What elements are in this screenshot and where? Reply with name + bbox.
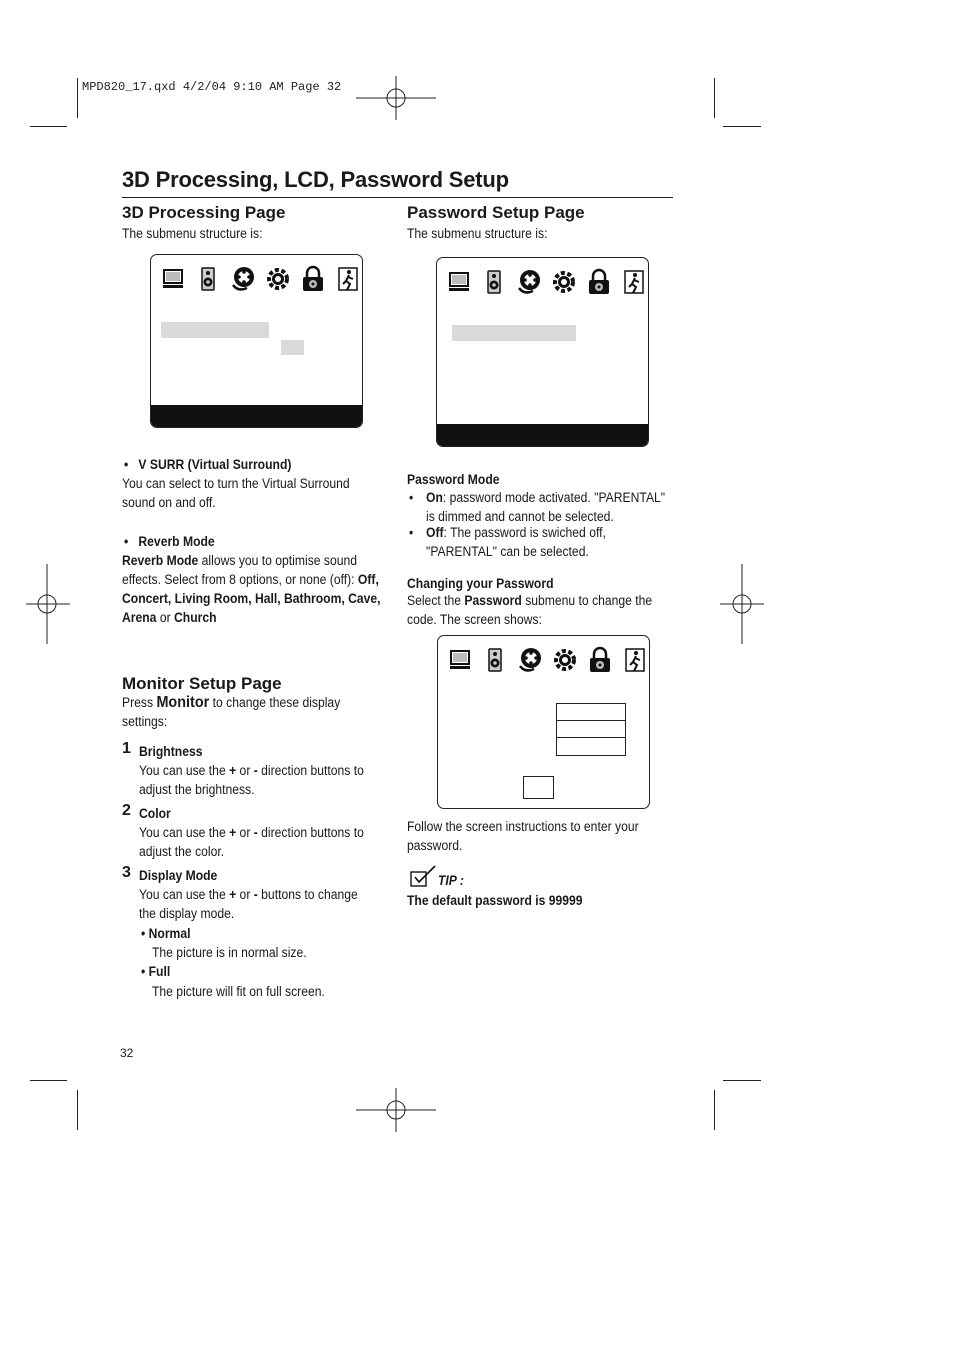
gear-icon [550, 268, 578, 296]
menu-status-bar [437, 424, 648, 446]
step-title: Color [139, 806, 171, 821]
menu-status-bar [151, 405, 362, 427]
film-reel-icon [229, 265, 257, 293]
speaker-icon [480, 268, 508, 296]
bullet: • [409, 525, 414, 540]
exit-icon [620, 268, 648, 296]
mode-title: • Full [141, 964, 171, 979]
menu-icons [446, 646, 649, 674]
crop-mark [723, 126, 761, 127]
registration-mark [26, 564, 70, 644]
lock-icon [299, 265, 327, 293]
mode-text: The picture will fit on full screen. [152, 984, 325, 999]
menu-highlight [452, 325, 576, 341]
step-text: You can use the + or - buttons to change the display mode. [139, 887, 358, 921]
lock-icon [586, 646, 614, 674]
crop-mark [30, 126, 67, 127]
registration-mark [720, 564, 764, 644]
crop-mark [30, 1080, 67, 1081]
title-rule [122, 197, 673, 198]
speaker-icon [481, 646, 509, 674]
ok-button[interactable] [523, 776, 554, 799]
speaker-icon [194, 265, 222, 293]
menu-value-highlight [281, 340, 304, 355]
bullet: • [409, 490, 414, 505]
tip-text: The default password is 99999 [407, 893, 583, 908]
processing-heading: 3D Processing Page [122, 203, 286, 222]
step-number: 1 [122, 740, 131, 757]
password-intro: The submenu structure is: [407, 226, 548, 241]
menu-icons [159, 265, 362, 293]
monitor-heading: Monitor Setup Page [122, 674, 282, 693]
tip-label: TIP : [438, 873, 464, 888]
password-mode-title: Password Mode [407, 472, 500, 487]
film-reel-icon [516, 646, 544, 674]
password-menu-screen [436, 257, 649, 447]
mode-title: • Normal [141, 926, 191, 941]
vsurr-title: • V SURR (Virtual Surround) [124, 457, 292, 472]
step-text: You can use the + or - direction buttons to adjust the color. [139, 825, 364, 859]
tip-pencil-icon [409, 864, 439, 890]
crop-mark [714, 78, 715, 118]
step-text: You can use the + or - direction buttons to adjust the brightness. [139, 763, 364, 797]
change-password-text: Select the Password submenu to change the code. The screen shows: [407, 593, 653, 627]
crop-mark [714, 1090, 715, 1130]
change-password-title: Changing your Password [407, 576, 554, 591]
password-heading: Password Setup Page [407, 203, 585, 222]
reverb-title: • Reverb Mode [124, 534, 215, 549]
confirm-password-field[interactable] [556, 737, 626, 756]
file-info: MPD820_17.qxd 4/2/04 9:10 AM Page 32 [82, 80, 342, 94]
menu-highlight [161, 322, 269, 338]
tv-icon [446, 646, 474, 674]
password-entry-screen [437, 635, 650, 809]
registration-mark [356, 76, 436, 120]
follow-instructions: Follow the screen instructions to enter your password. [407, 819, 639, 853]
gear-icon [264, 265, 292, 293]
step-number: 2 [122, 802, 131, 819]
registration-mark [356, 1088, 436, 1132]
page-title: 3D Processing, LCD, Password Setup [122, 167, 509, 192]
crop-mark [723, 1080, 761, 1081]
exit-icon [621, 646, 649, 674]
crop-mark [77, 78, 78, 118]
menu-icons [445, 268, 648, 296]
exit-icon [334, 265, 362, 293]
tv-icon [159, 265, 187, 293]
password-on-text: On: password mode activated. "PARENTAL" is dimmed and cannot be selected. [426, 490, 666, 524]
processing-menu-screen [150, 254, 363, 428]
mode-text: The picture is in normal size. [152, 945, 307, 960]
page-number: 32 [120, 1046, 134, 1060]
step-title: Brightness [139, 744, 203, 759]
processing-intro: The submenu structure is: [122, 226, 263, 241]
password-off-text: Off: The password is swiched off, "PARENTAL" can be selected. [426, 525, 606, 559]
tv-icon [445, 268, 473, 296]
step-title: Display Mode [139, 868, 218, 883]
vsurr-text: You can select to turn the Virtual Surround sound on and off. [122, 476, 350, 510]
monitor-intro: Press Monitor to change these display settings: [122, 694, 341, 729]
lock-icon [585, 268, 613, 296]
gear-icon [551, 646, 579, 674]
crop-mark [77, 1090, 78, 1130]
step-number: 3 [122, 864, 131, 881]
film-reel-icon [515, 268, 543, 296]
reverb-text: Reverb Mode allows you to optimise sound effects. Select from 8 options, or none (off): Off, Concert, Living Room, Hall, Bathroom, Cave, Arena or Church [122, 553, 381, 625]
